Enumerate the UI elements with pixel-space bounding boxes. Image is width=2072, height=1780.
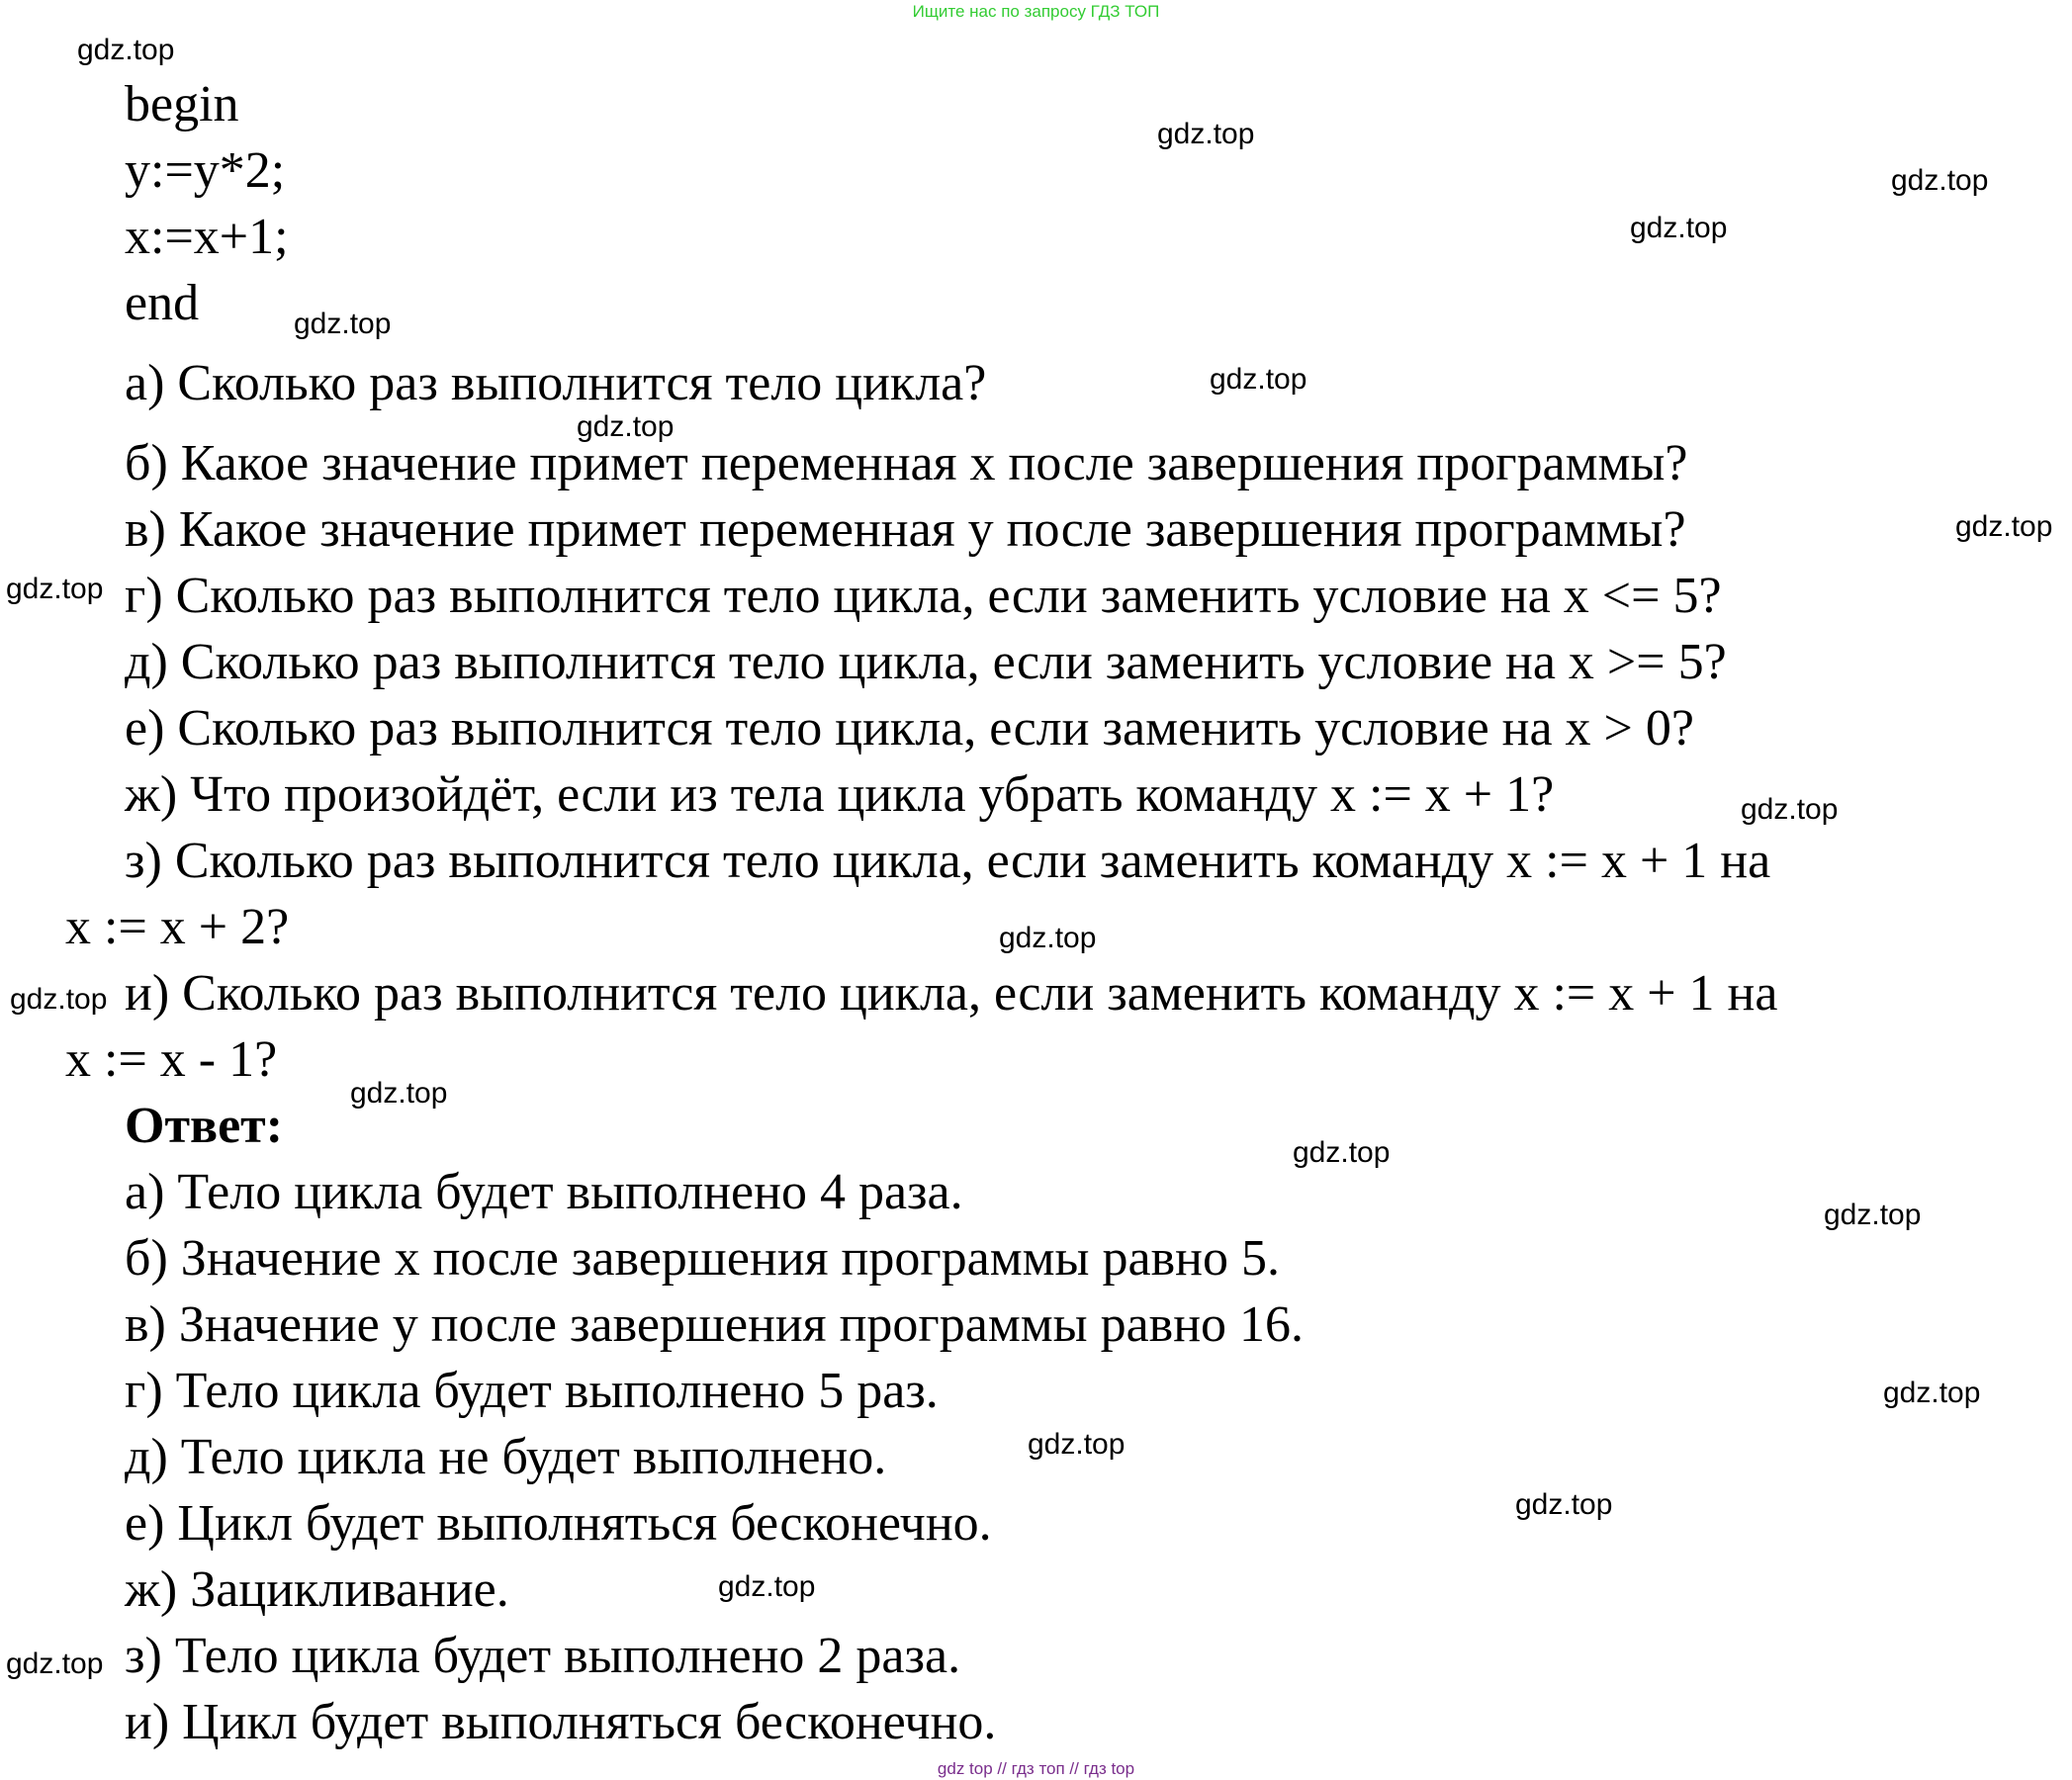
watermark: gdz.top [1630,212,1728,244]
watermark: gdz.top [350,1077,448,1110]
question-z: з) Сколько раз выполнится тело цикла, если заменить команду x := x + 1 на [125,833,1771,889]
answer-g: г) Тело цикла будет выполнено 5 раз. [125,1363,939,1419]
question-e: е) Сколько раз выполнится тело цикла, если заменить условие на x > 0? [125,700,1694,756]
code-line-y: y:=y*2; [125,142,286,199]
watermark: gdz.top [1955,510,2053,543]
question-zh: ж) Что произойдёт, если из тела цикла убрать команду x := x + 1? [125,766,1555,823]
watermark: gdz.top [294,308,392,340]
answer-v: в) Значение y после завершения программы равно 16. [125,1296,1305,1353]
question-g: г) Сколько раз выполнится тело цикла, если заменить условие на x <= 5? [125,568,1722,624]
watermark: gdz.top [77,34,175,66]
question-v: в) Какое значение примет переменная y после завершения программы? [125,501,1686,558]
answer-e: е) Цикл будет выполняться бесконечно. [125,1495,992,1552]
question-z-continuation: x := x + 2? [65,899,290,955]
answer-i: и) Цикл будет выполняться бесконечно. [125,1694,997,1750]
answer-b: б) Значение x после завершения программы равно 5. [125,1230,1280,1287]
watermark: gdz.top [1210,363,1307,396]
top-banner[interactable]: Ищите нас по запросу ГДЗ ТОП [912,2,1160,21]
question-i-continuation: x := x - 1? [65,1031,278,1088]
question-a: а) Сколько раз выполнится тело цикла? [125,355,987,411]
watermark: gdz.top [1293,1136,1391,1169]
answer-a: а) Тело цикла будет выполнено 4 раза. [125,1164,963,1220]
code-begin: begin [125,76,239,133]
answer-z: з) Тело цикла будет выполнено 2 раза. [125,1628,961,1684]
watermark: gdz.top [1157,118,1255,150]
watermark: gdz.top [10,983,108,1016]
question-b: б) Какое значение примет переменная x после завершения программы? [125,435,1688,491]
answer-heading: Ответ: [125,1098,284,1154]
watermark: gdz.top [999,922,1097,954]
watermark: gdz.top [1028,1428,1126,1461]
footer-links[interactable]: gdz top // гдз топ // гдз top [937,1759,1135,1778]
question-d: д) Сколько раз выполнится тело цикла, если заменить условие на x >= 5? [125,634,1727,690]
watermark: gdz.top [6,573,104,605]
answer-d: д) Тело цикла не будет выполнено. [125,1429,887,1485]
answer-zh: ж) Зацикливание. [125,1561,509,1618]
watermark: gdz.top [1891,164,1989,197]
watermark: gdz.top [1741,793,1839,826]
watermark: gdz.top [6,1647,104,1680]
watermark: gdz.top [1883,1377,1981,1409]
code-end: end [125,275,200,331]
question-i: и) Сколько раз выполнится тело цикла, если заменить команду x := x + 1 на [125,965,1778,1022]
watermark: gdz.top [1515,1488,1613,1521]
watermark: gdz.top [1824,1199,1922,1231]
code-line-x: x:=x+1; [125,209,289,265]
watermark: gdz.top [577,410,675,443]
watermark: gdz.top [718,1570,816,1603]
